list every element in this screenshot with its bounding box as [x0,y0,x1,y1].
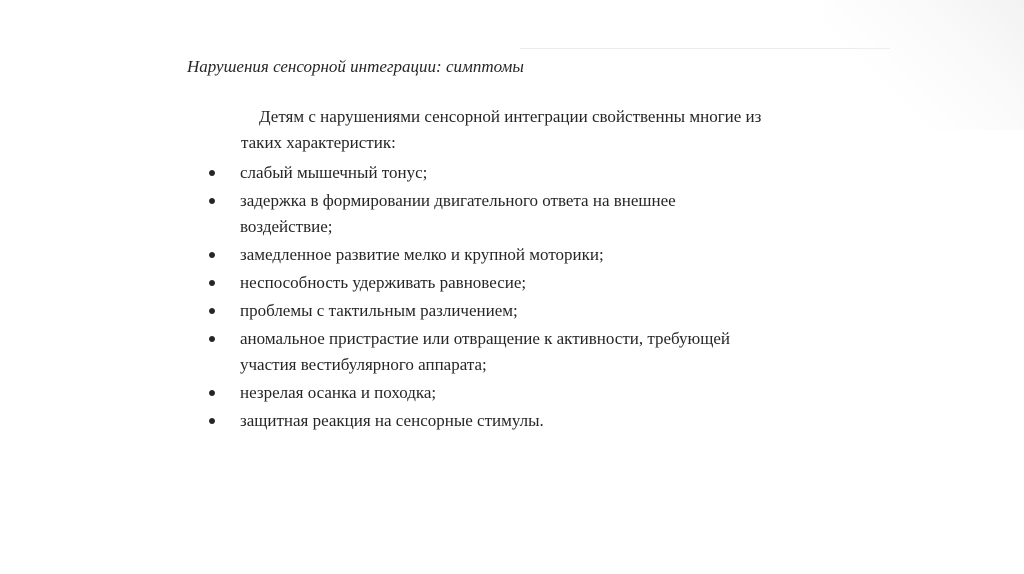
list-item [209,408,769,434]
bullet-icon [209,252,215,258]
list-item-text: слабый мышечный тонус; [240,163,428,182]
intro-paragraph: Детям с нарушениями сенсорной интеграции свойственны многие из таких характеристик: [241,107,762,152]
list-item [209,380,769,406]
bullet-icon [209,336,215,342]
bullet-icon [209,308,215,314]
list-item-text: задержка в формировании двигательного ответа на внешнее воздействие; [240,191,676,236]
list-item [209,188,769,240]
list-item [209,160,769,186]
list-item [209,270,769,296]
list-item-text: защитная реакция на сенсорные стимулы. [240,411,544,430]
list-item-text: аномальное пристрастие или отвращение к активности, требующей участия вестибулярного аппарата; [240,329,730,374]
page-divider [520,48,890,49]
list-item-text: проблемы с тактильным различением; [240,301,518,320]
bullet-icon [209,198,215,204]
list-item-text: незрелая осанка и походка; [240,383,437,402]
bullet-icon [209,280,215,286]
page-title: Нарушения сенсорной интеграции: симптомы [187,57,524,76]
list-item [209,242,769,268]
bullet-icon [209,418,215,424]
page-corner-shadow [824,0,1024,130]
bullet-icon [209,170,215,176]
symptom-list [209,160,769,436]
list-item-text: неспособность удерживать равновесие; [240,273,527,292]
list-item [209,298,769,324]
bullet-icon [209,390,215,396]
list-item [209,326,769,378]
list-item-text: замедленное развитие мелко и крупной моторики; [240,245,604,264]
